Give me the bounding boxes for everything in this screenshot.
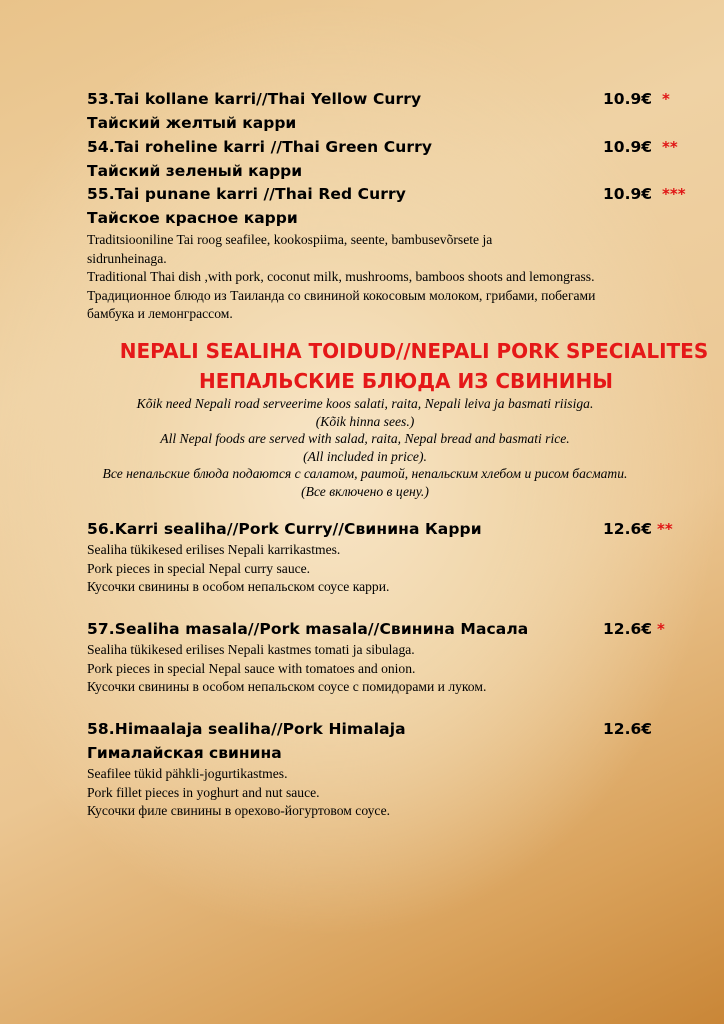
- item-price: 10.9€: [603, 185, 653, 203]
- description-line: Traditional Thai dish ,with pork, coconut milk, mushrooms, bamboos shoots and lemongrass.: [87, 269, 595, 284]
- section-heading-ru: НЕПАЛЬСКИЕ БЛЮДА ИЗ СВИНИНЫ: [199, 369, 613, 393]
- item-title: 53.Tai kollane karri//Thai Yellow Curry: [87, 90, 422, 108]
- item-title: 56.Karri sealiha//Pork Curry//Свинина Карри: [87, 520, 482, 538]
- description-line: Кусочки свинины в особом непальском соусе карри.: [87, 579, 390, 594]
- menu-item-54: [87, 135, 697, 183]
- item-price: 10.9€: [603, 138, 653, 156]
- item-price: 12.6€: [603, 720, 653, 738]
- item-subtitle-ru: Гималайская свинина: [87, 744, 282, 762]
- intro-line: Kõik need Nepali road serveerime koos salati, raita, Nepali leiva ja basmati riisiga.: [136, 396, 594, 411]
- item-title: 58.Himaalaja sealiha//Pork Himalaja: [87, 720, 406, 738]
- spice-level-stars: *: [657, 620, 665, 638]
- menu-item-55: [87, 182, 697, 324]
- spice-level-stars: **: [662, 138, 678, 156]
- description-line: Sealiha tükikesed erilises Nepali kastmes tomati ja sibulaga.: [87, 642, 415, 657]
- spice-level-stars: **: [657, 520, 673, 538]
- intro-line: (All included in price).: [303, 448, 427, 464]
- item-title: 54.Tai roheline karri //Thai Green Curry: [87, 138, 433, 156]
- menu-item-53: [87, 87, 697, 135]
- item-subtitle-ru: Тайский желтый карри: [87, 114, 297, 132]
- item-title: 55.Tai punane karri //Thai Red Curry: [87, 185, 406, 203]
- item-price: 12.6€: [603, 620, 653, 638]
- item-subtitle-ru: Тайское красное карри: [87, 209, 298, 227]
- description-line: Pork fillet pieces in yoghurt and nut sauce.: [87, 784, 320, 800]
- intro-line: (Kõik hinna sees.): [315, 413, 415, 429]
- spice-level-stars: ***: [662, 185, 686, 203]
- intro-line: (Все включено в цену.): [301, 483, 429, 499]
- item-subtitle-ru: Тайский зеленый карри: [87, 162, 303, 180]
- item-title: 57.Sealiha masala//Pork masala//Свинина Масала: [87, 620, 529, 638]
- intro-line: Все непальские блюда подаются с салатом, раитой, непальским хлебом и рисом басмати.: [102, 466, 628, 482]
- item-price: 10.9€: [603, 90, 653, 108]
- description-line: бамбука и лемонграссом.: [87, 306, 233, 321]
- description-line: Seafilee tükid pähkli-jogurtikastmes.: [87, 766, 288, 781]
- description-line: Pork pieces in special Nepal sauce with tomatoes and onion.: [87, 660, 416, 676]
- item-description: [87, 541, 697, 597]
- intro-line: All Nepal foods are served with salad, raita, Nepal bread and basmati rice.: [160, 431, 570, 447]
- menu-item-58: [87, 717, 697, 821]
- item-description: [87, 231, 697, 324]
- item-price: 12.6€: [603, 520, 653, 538]
- description-line: Традиционное блюдо из Таиланда со свининой кокосовым молоком, грибами, побегами: [87, 287, 596, 303]
- item-description: [87, 641, 697, 697]
- section-heading-en: NEPALI SEALIHA TOIDUD//NEPALI PORK SPECIALITES: [119, 339, 709, 363]
- description-line: Pork pieces in special Nepal curry sauce.: [87, 560, 311, 576]
- menu-item-56: [87, 517, 697, 597]
- menu-item-57: [87, 617, 697, 697]
- spice-level-stars: *: [662, 90, 670, 108]
- description-line: Traditsiooniline Tai roog seafilee, kookospiima, seente, bambusevõrsete ja: [87, 232, 493, 247]
- description-line: Sealiha tükikesed erilises Nepali karrikastmes.: [87, 542, 341, 557]
- description-line: sidrunheinaga.: [87, 250, 167, 266]
- description-line: Кусочки свинины в особом непальском соусе с помидорами и луком.: [87, 679, 487, 694]
- section-intro: [60, 395, 670, 501]
- description-line: Кусочки филе свинины в орехово-йогуртовом соусе.: [87, 803, 391, 818]
- item-description: [87, 765, 697, 821]
